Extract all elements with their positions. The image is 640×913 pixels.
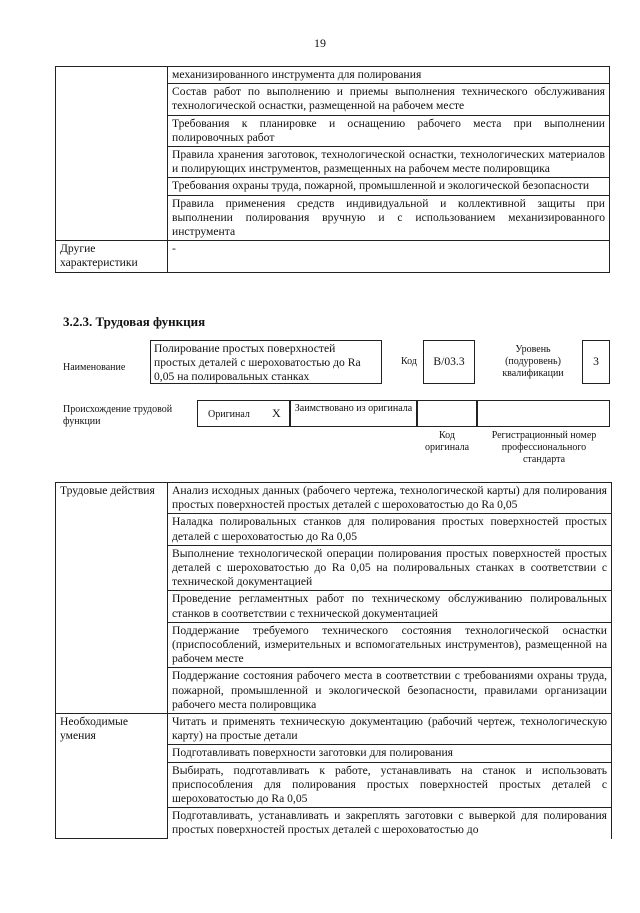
table-cell: Подготавливать, устанавливать и закреплять заготовки с выверкой для полирования простых поверхностей простых деталей с шероховатостью до xyxy=(168,808,612,839)
table-cell: Читать и применять техническую документацию (рабочий чертеж, технологическую карту) на простые детали xyxy=(168,714,612,745)
table-cell: Правила применения средств индивидуальной и коллективной защиты при выполнении полирования вручную и с использованием механизированного инструмента xyxy=(168,195,610,241)
table-cell: Выбирать, подготавливать к работе, устанавливать на станок и использовать приспособления для полирования простых поверхностей простых деталей с шероховатостью до Ra 0,05 xyxy=(168,762,612,808)
code-label: Код xyxy=(401,356,417,367)
table-row xyxy=(56,241,610,272)
page-number: 19 xyxy=(314,36,326,50)
registration-number-cell xyxy=(477,400,610,427)
table-cell: Требования охраны труда, пожарной, промышленной и экологической безопасности xyxy=(168,178,610,195)
qualification-level-label: Уровень (подуровень) квалификации xyxy=(502,344,564,379)
row-label-cell xyxy=(56,67,168,241)
table-cell: Поддержание требуемого технического состояния технологической оснастки (приспособлений, измерительных и вспомогательных инструментов), размещенной на рабочем месте xyxy=(168,622,612,668)
original-cell xyxy=(197,400,290,427)
table-row xyxy=(56,483,612,514)
name-label: Наименование xyxy=(63,362,126,373)
table-cell: Наладка полировальных станков для полирования простых поверхностей простых деталей с шероховатостью до Ra 0,05 xyxy=(168,514,612,545)
origin-label: Происхождение трудовой функции xyxy=(63,404,173,427)
function-name-box: Полирование простых поверхностей простых деталей с шероховатостью до Ra 0,05 на полировальных станках xyxy=(150,340,382,384)
table-cell: Выполнение технологической операции полирования простых поверхностей простых деталей с шероховатостью до Ra 0,05 на полировальных станках в соответствии с технической документацией xyxy=(168,545,612,591)
registration-number-caption: Регистрационный номер профессионального стандарта xyxy=(491,430,597,465)
table-cell: Поддержание состояния рабочего места в соответствии с требованиями охраны труда, пожарной, промышленной и экологической безопасности, правилами организации рабочего места полировщика xyxy=(168,668,612,714)
table-cell: Проведение регламентных работ по техническому обслуживанию полировальных станков в соответствии с технической документацией xyxy=(168,591,612,622)
row-label-labor-actions: Трудовые действия xyxy=(56,483,168,714)
table-cell: Анализ исходных данных (рабочего чертежа, технологической карты) для полирования простых поверхностей простых деталей с шероховатостью до Ra 0,05 xyxy=(168,483,612,514)
table-row xyxy=(56,67,610,84)
table-row xyxy=(56,714,612,745)
origin-code-caption: Код оригинала xyxy=(424,430,470,453)
function-code-box: В/03.3 xyxy=(423,340,475,384)
table-cell: Правила хранения заготовок, технологической оснастки, технологических материалов и полирующих инструментов, размещенных на рабочем месте полировщика xyxy=(168,147,610,178)
row-label-other-characteristics: Другие характеристики xyxy=(56,241,168,272)
knowledge-table-continued xyxy=(55,66,610,273)
origin-code-cell xyxy=(417,400,477,427)
section-heading: 3.2.3. Трудовая функция xyxy=(63,314,206,329)
row-label-required-skills: Необходимые умения xyxy=(56,714,168,839)
original-mark: X xyxy=(272,406,281,420)
table-cell: Требования к планировке и оснащению рабочего места при выполнении полировочных работ xyxy=(168,115,610,146)
borrowed-cell: Заимствовано из оригинала xyxy=(290,400,417,427)
original-label: Оригинал xyxy=(208,409,250,420)
table-cell: Состав работ по выполнению и приемы выполнения технического обслуживания технологической оснастки, размещенной на рабочем месте xyxy=(168,84,610,115)
qualification-level-box: 3 xyxy=(582,340,610,384)
table-cell: механизированного инструмента для полирования xyxy=(168,67,610,84)
table-cell: - xyxy=(168,241,610,272)
table-cell: Подготавливать поверхности заготовки для полирования xyxy=(168,745,612,762)
labor-actions-table xyxy=(55,482,612,839)
